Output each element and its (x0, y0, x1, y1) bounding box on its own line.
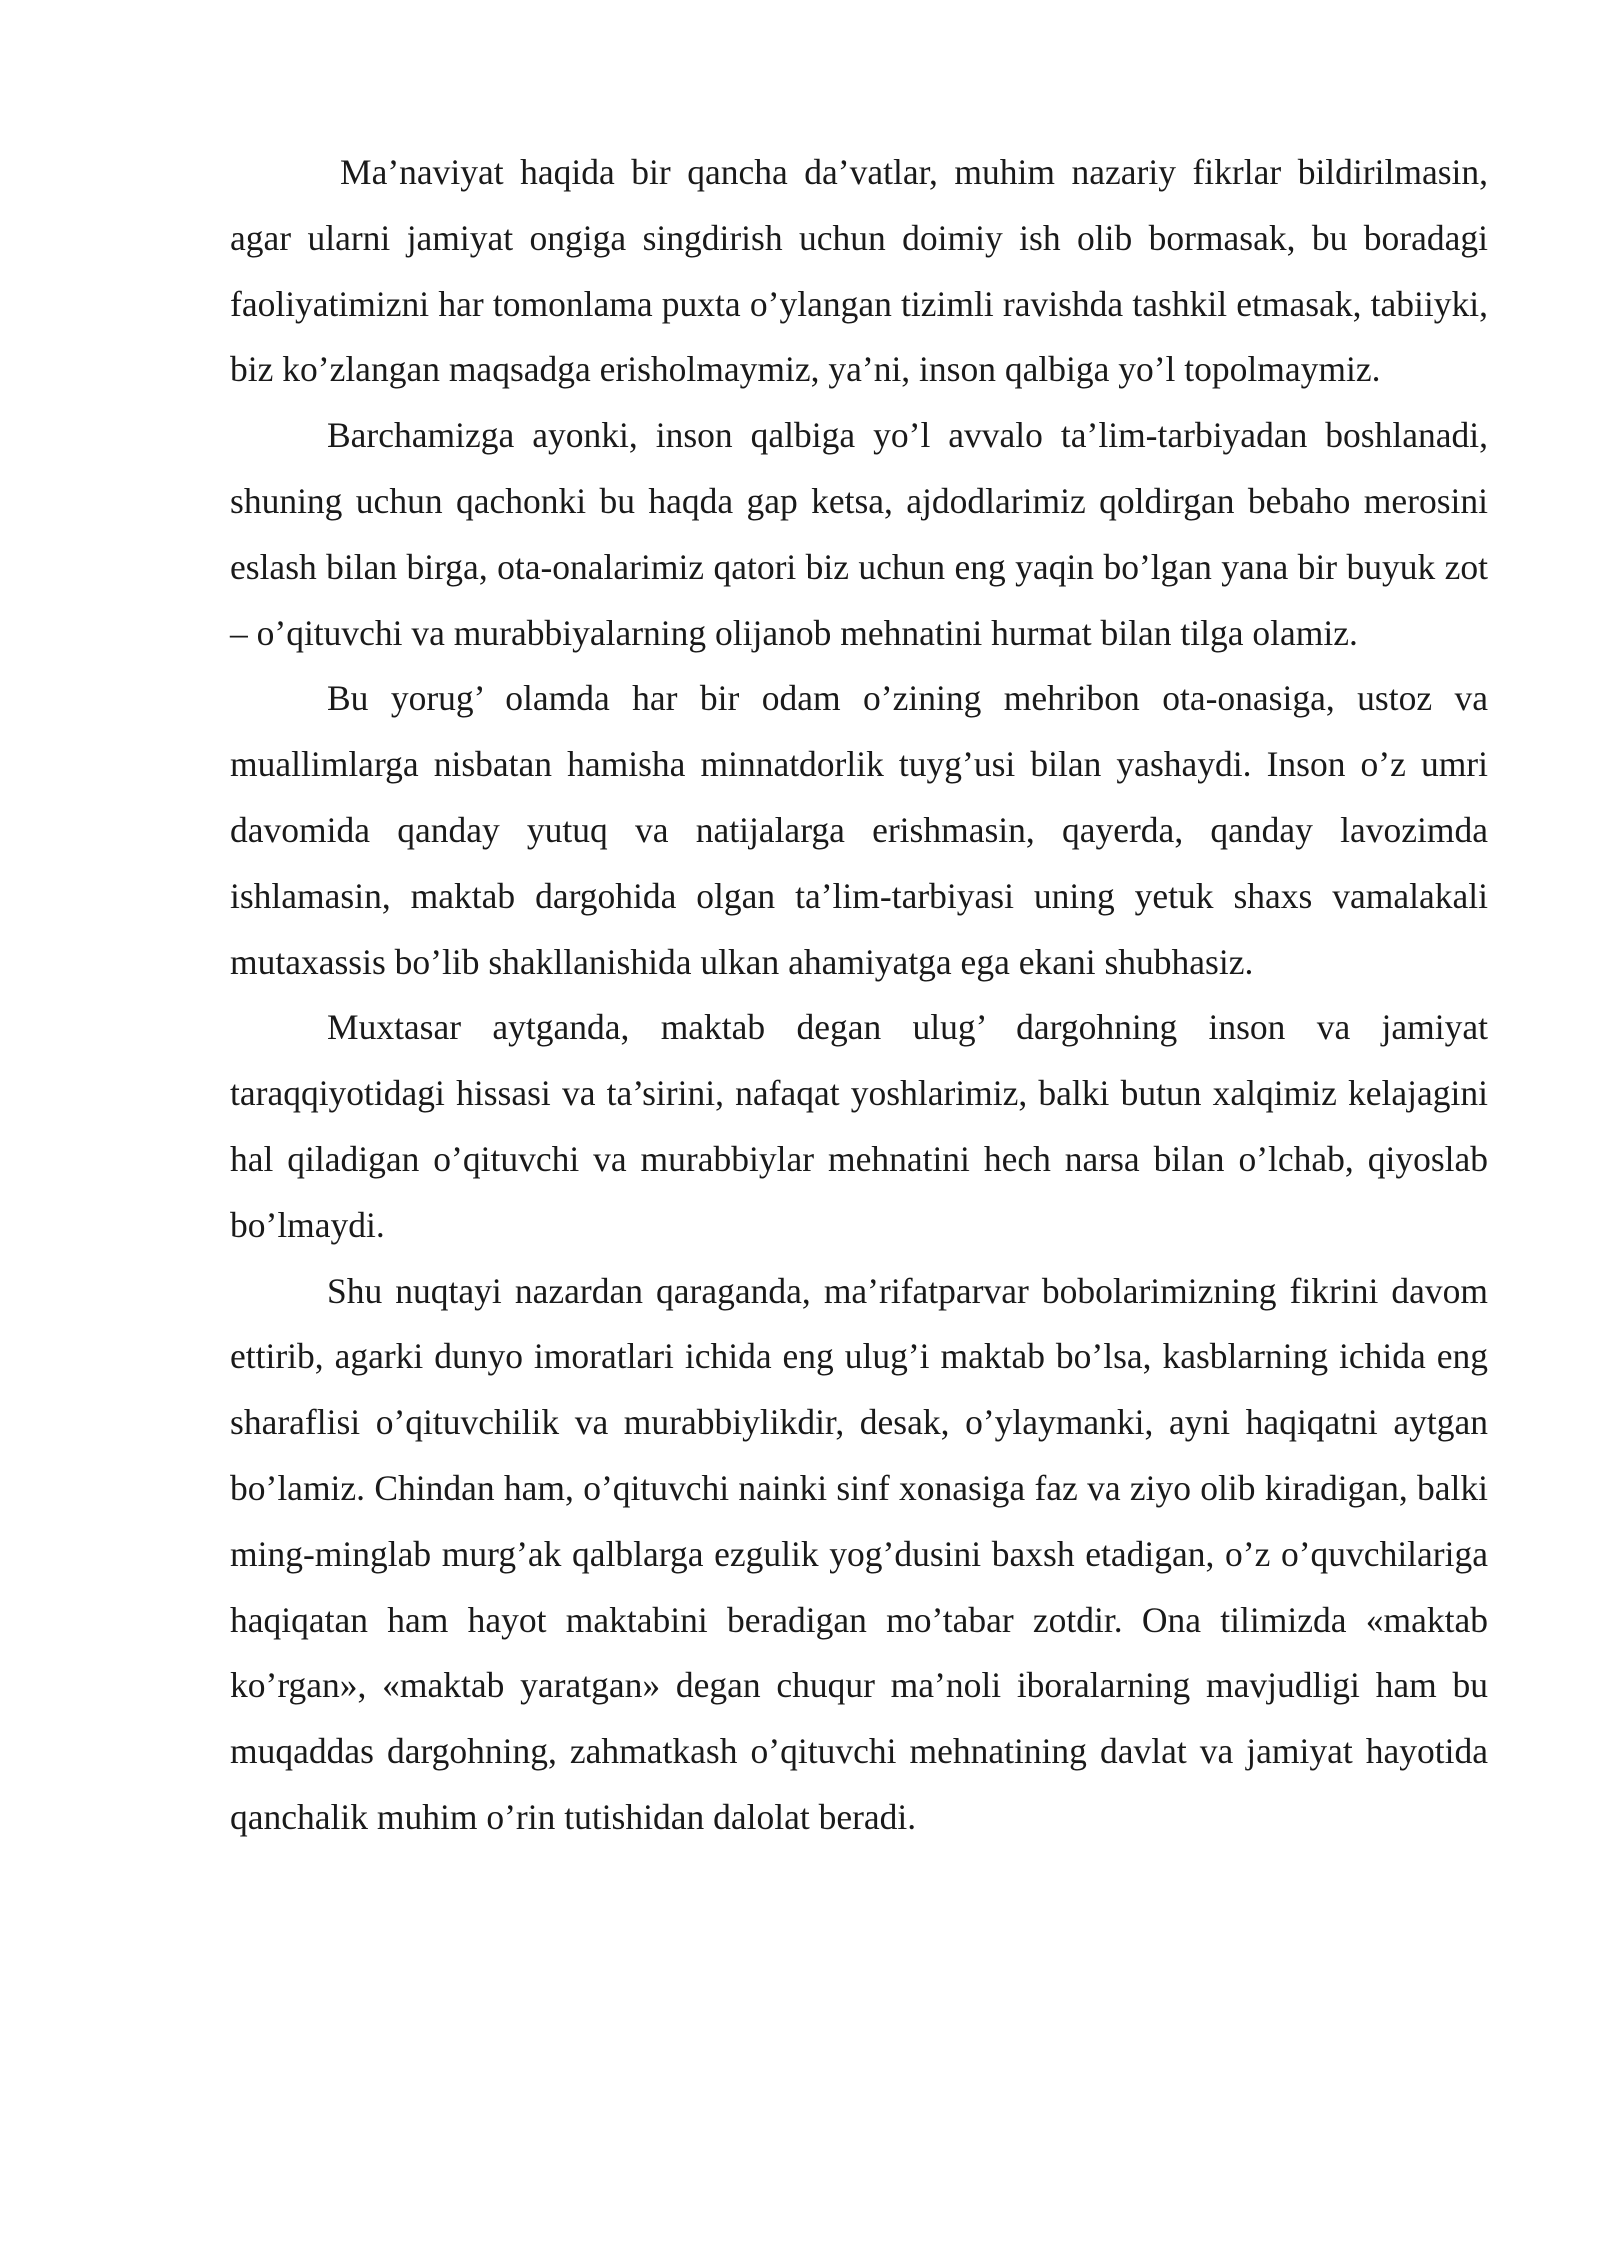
document-page (230, 140, 1488, 1851)
paragraph-3: Bu yorug’ olamda har bir odam o’zining mehribon ota-onasiga, ustoz va muallimlarga nisbatan hamisha minnatdorlik tuyg’usi bilan yashaydi. Inson o’z umri davomida qanday yutuq va natijalarga erishmasin, qayerda, qanday lavozimda ishlamasin, maktab dargohida olgan ta’lim-tarbiyasi uning yetuk shaxs vamalakali mutaxassis bo’lib shakllanishida ulkan ahamiyatga ega ekani shubhasiz. (230, 678, 1488, 982)
paragraph-5: Shu nuqtayi nazardan qaraganda, ma’rifatparvar bobolarimizning fikrini davom ettirib, agarki dunyo imoratlari ichida eng ulug’i maktab bo’lsa, kasblarning ichida eng sharaflisi o’qituvchilik va murabbiylikdir, desak, o’ylaymanki, ayni haqiqatni aytgan bo’lamiz. Chindan ham, o’qituvchi nainki sinf xonasiga faz va ziyo olib kiradigan, balki ming-minglab murg’ak qalblarga ezgulik yog’dusini baxsh etadigan, o’z o’quvchilariga haqiqatan ham hayot maktabini beradigan mo’tabar zotdir. Ona tilimizda «maktab ko’rgan», «maktab yaratgan» degan chuqur ma’noli iboralarning mavjudligi ham bu muqaddas dargohning, zahmatkash o’qituvchi mehnatining davlat va jamiyat hayotida qanchalik muhim o’rin tutishidan dalolat beradi. (230, 1270, 1488, 1837)
paragraph-2: Barchamizga ayonki, inson qalbiga yo’l avvalo ta’lim-tarbiyadan boshlanadi, shuning uchun qachonki bu haqda gap ketsa, ajdodlarimiz qoldirgan bebaho merosini eslash bilan birga, ota-onalarimiz qatori biz uchun eng yaqin bo’lgan yana bir buyuk zot – o’qituvchi va murabbiyalarning olijanob mehnatini hurmat bilan tilga olamiz. (230, 415, 1488, 653)
paragraph-1: Ma’naviyat haqida bir qancha da’vatlar, muhim nazariy fikrlar bildirilmasin, agar ularni jamiyat ongiga singdirish uchun doimiy ish olib bormasak, bu boradagi faoliyatimizni har tomonlama puxta o’ylangan tizimli ravishda tashkil etmasak, tabiiyki, biz ko’zlangan maqsadga erisholmaymiz, ya’ni, inson qalbiga yo’l topolmaymiz. (230, 152, 1488, 390)
paragraph-4: Muxtasar aytganda, maktab degan ulug’ dargohning inson va jamiyat taraqqiyotidagi hissasi va ta’sirini, nafaqat yoshlarimiz, balki butun xalqimiz kelajagini hal qiladigan o’qituvchi va murabbiylar mehnatini hech narsa bilan o’lchab, qiyoslab bo’lmaydi. (230, 1007, 1488, 1245)
